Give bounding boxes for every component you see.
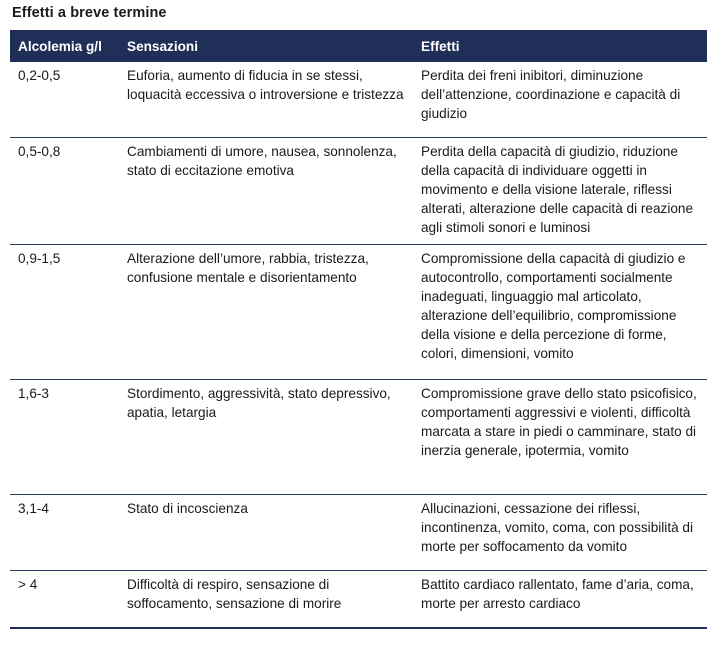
table-row	[10, 137, 707, 244]
cell-effetti: Compromissione della capacità di giudizio e autocontrollo, comportamenti socialmente inadeguati, linguaggio mal articolato, alterazione dell’equilibrio, compromissione della visione e della percezione di forme, colori, dimensioni, vomito	[413, 244, 707, 379]
cell-sensazioni: Stato di incoscienza	[119, 494, 413, 570]
table-header-row	[10, 30, 707, 62]
cell-sensazioni: Difficoltà di respiro, sensazione di soffocamento, sensazione di morire	[119, 570, 413, 628]
cell-sensazioni: Alterazione dell’umore, rabbia, tristezza, confusione mentale e disorientamento	[119, 244, 413, 379]
effects-table	[10, 30, 707, 629]
cell-effetti: Battito cardiaco rallentato, fame d’aria, coma, morte per arresto cardiaco	[413, 570, 707, 628]
cell-alcolemia: 3,1-4	[10, 494, 119, 570]
cell-sensazioni: Cambiamenti di umore, nausea, sonnolenza, stato di eccitazione emotiva	[119, 137, 413, 244]
cell-sensazioni: Euforia, aumento di fiducia in se stessi, loquacità eccessiva o introversione e tristezza	[119, 62, 413, 137]
cell-effetti: Allucinazioni, cessazione dei riflessi, incontinenza, vomito, coma, con possibilità di morte per soffocamento da vomito	[413, 494, 707, 570]
column-header-sensazioni: Sensazioni	[119, 30, 413, 62]
table-row	[10, 379, 707, 494]
table-row	[10, 494, 707, 570]
page-title: Effetti a breve termine	[12, 5, 167, 21]
table-row	[10, 62, 707, 137]
cell-alcolemia: 0,2-0,5	[10, 62, 119, 137]
cell-alcolemia: 1,6-3	[10, 379, 119, 494]
cell-alcolemia: 0,5-0,8	[10, 137, 119, 244]
cell-alcolemia: 0,9-1,5	[10, 244, 119, 379]
cell-effetti: Perdita dei freni inibitori, diminuzione dell’attenzione, coordinazione e capacità di giudizio	[413, 62, 707, 137]
cell-sensazioni: Stordimento, aggressività, stato depressivo, apatia, letargia	[119, 379, 413, 494]
table-row	[10, 570, 707, 628]
column-header-alcolemia: Alcolemia g/l	[10, 30, 119, 62]
cell-effetti: Perdita della capacità di giudizio, riduzione della capacità di individuare oggetti in movimento e della visione laterale, riflessi alterati, alterazione delle capacità di reazione agli stimoli sonori e luminosi	[413, 137, 707, 244]
cell-effetti: Compromissione grave dello stato psicofisico, comportamenti aggressivi e violenti, difficoltà marcata a stare in piedi o camminare, stato di inerzia generale, ipotermia, vomito	[413, 379, 707, 494]
cell-alcolemia: > 4	[10, 570, 119, 628]
table-row	[10, 244, 707, 379]
column-header-effetti: Effetti	[413, 30, 707, 62]
